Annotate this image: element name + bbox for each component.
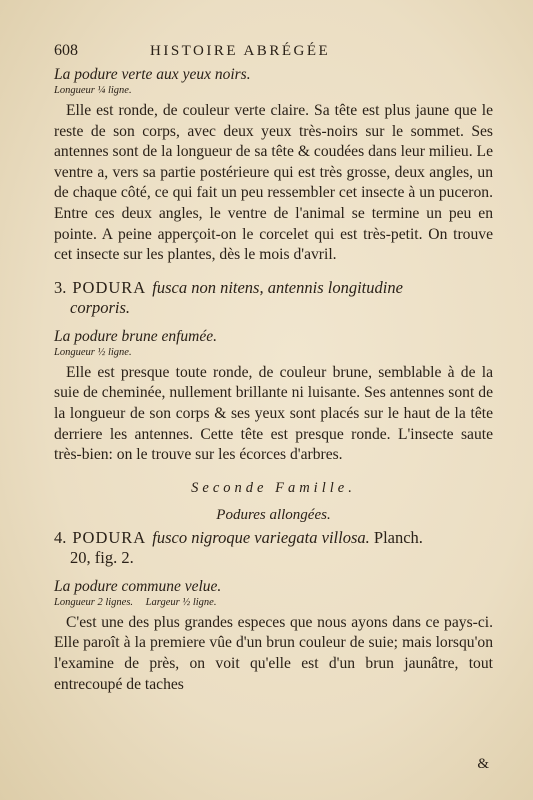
entry-number: 4. [54, 527, 67, 547]
entry-4 [54, 528, 493, 695]
latin-diagnosis: fusca non nitens, antennis longitudine [152, 277, 403, 297]
genus-name: PODURA [72, 527, 147, 547]
description-paragraph: Elle est ronde, de couleur verte claire. Sa tête est plus jaune que le reste de son corps, avec deux yeux très-noirs sur le sommet. Ses antennes sont de la longueur de sa tête & coudées dans leur milieu. Le ventre a, vers sa partie postérieure qui est très grosse, deux angles, un de chaque côté, ce qui fait un peu ressembler cet insecte à un puceron. Entre ces deux angles, le ventre de l'animal se termine un peu en pointe. A peine apperçoit-on le corcelet qui est très-petit. On trouve cet insecte sur les plantes, dès le mois d'avril. [54, 102, 493, 264]
latin-diagnosis: fusco nigroque variegata villosa. [152, 527, 370, 547]
catchword: & [477, 756, 489, 772]
description-paragraph: C'est une des plus grandes especes que nous ayons dans ce pays-ci. Elle paroît à la premiere vûe d'un brun couleur de suie; mais lorsqu'on l'examine de près, on voit qu'elle est d'un brun jaunâtre, tout entrecoupé de taches [54, 613, 493, 693]
running-head [54, 42, 493, 64]
family-heading: Seconde Famille. [191, 479, 356, 496]
description-paragraph: Elle est presque toute ronde, de couleur brune, semblable à de la suie de cheminée, nullement brillante ni luisante. Ses antennes sont de la longueur de son corps & ses yeux sont placés sur le haut de la tête derriere les antennes. Cette tête est presque ronde. L'insecte saute très-bien: on le trouve sur les écorces d'arbres. [54, 363, 493, 464]
running-title: HISTOIRE ABRÉGÉE [150, 43, 331, 59]
species-name: La podure verte aux yeux noirs. [54, 66, 251, 83]
entry-2 [54, 66, 493, 266]
species-name: La podure brune enfumée. [54, 327, 218, 345]
entry-title [54, 278, 493, 318]
family-subheading: Podures allongées. [216, 506, 331, 523]
width-label: Largeur ½ ligne. [145, 596, 217, 608]
plate-reference-continued: 20, fig. 2. [70, 547, 134, 567]
length-label: Longueur 2 lignes. [54, 596, 134, 608]
entry-3 [54, 278, 493, 466]
entry-title [54, 528, 493, 568]
latin-diagnosis-continued: corporis. [70, 297, 131, 317]
length-label: Longueur ½ ligne. [54, 346, 132, 358]
dimensions [54, 346, 493, 359]
species-name: La podure commune velue. [54, 577, 222, 595]
entry-number: 3. [54, 277, 67, 297]
length-label: Longueur ¼ ligne. [54, 85, 132, 96]
dimensions [54, 84, 493, 97]
plate-reference: Planch. [373, 527, 423, 547]
page-number: 608 [54, 42, 78, 59]
genus-name: PODURA [72, 277, 147, 297]
dimensions [54, 596, 493, 609]
